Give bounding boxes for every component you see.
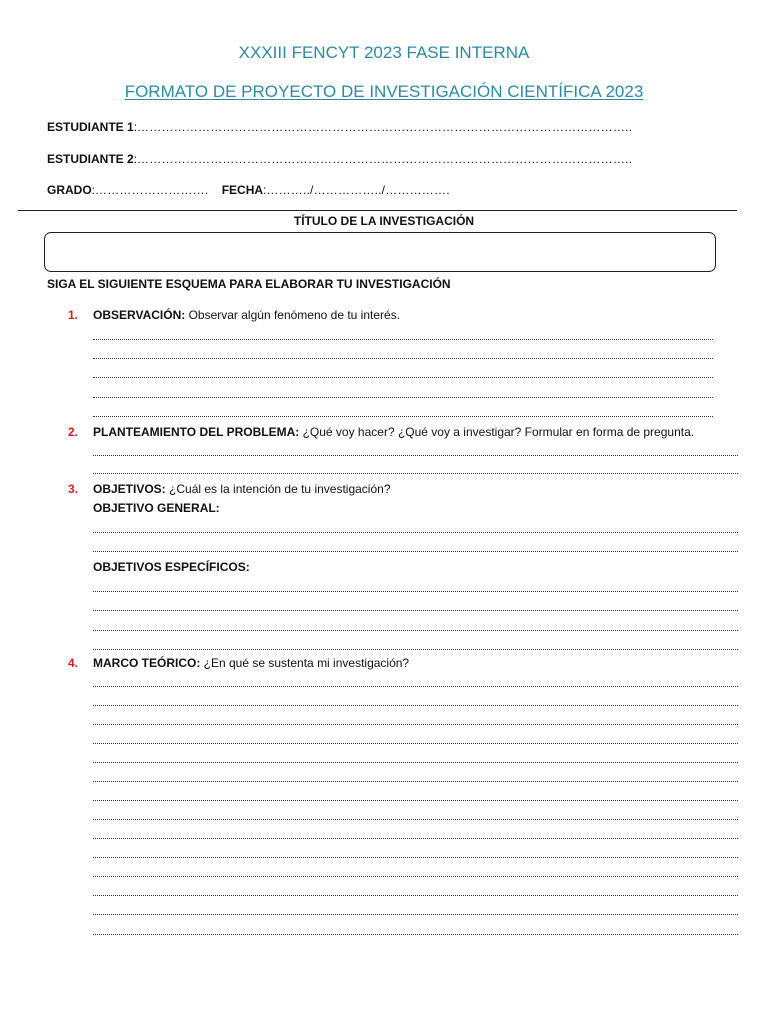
answer-line[interactable] [93,397,713,398]
answer-line[interactable] [93,934,738,935]
page-subtitle-text: FORMATO DE PROYECTO DE INVESTIGACIÓN CIENTÍFICA 2023 [124,82,644,101]
answer-line[interactable] [93,649,738,650]
divider [18,210,737,211]
answer-line[interactable] [93,610,738,611]
answer-line[interactable] [93,532,738,533]
date-colon: : [263,183,267,197]
answer-line[interactable] [93,743,738,744]
student1-label: ESTUDIANTE 1 [47,120,134,134]
section-number: 2. [68,425,79,439]
answer-line[interactable] [93,876,738,877]
page-subtitle [0,82,768,102]
section-prompt: ¿Cuál es la intención de tu investigación? [165,482,391,496]
answer-line[interactable] [93,591,738,592]
answer-line[interactable] [93,339,713,340]
general-objective-label: OBJETIVO GENERAL: [93,501,220,515]
page-title: XXXIII FENCYT 2023 FASE INTERNA [238,43,530,62]
answer-line[interactable] [93,800,738,801]
grade-field[interactable] [47,183,208,197]
answer-line[interactable] [93,762,738,763]
answer-line[interactable] [93,724,738,725]
grade-label: GRADO [47,183,92,197]
grade-dots: ………………………. [95,183,209,197]
section-label: MARCO TEÓRICO: [93,656,201,670]
answer-line[interactable] [93,630,738,631]
section-prompt: ¿Qué voy hacer? ¿Qué voy a investigar? Formular en forma de pregunta. [299,425,695,439]
grade-date-row [47,183,450,197]
date-field[interactable] [222,183,450,197]
research-title-label: TÍTULO DE LA INVESTIGACIÓN [293,214,475,228]
student2-label: ESTUDIANTE 2 [47,152,134,166]
answer-line[interactable] [93,781,738,782]
student1-dots: ………………………………………………………………………………………………………….. [137,120,633,134]
specific-objectives-label: OBJETIVOS ESPECÍFICOS: [93,560,250,574]
section-number: 4. [68,656,79,670]
answer-line[interactable] [93,914,738,915]
section-label: OBSERVACIÓN: [93,308,186,322]
student2-colon: : [133,152,138,166]
section-prompt: ¿En qué se sustenta mi investigación? [200,656,410,670]
section-objectives [68,482,391,496]
answer-line[interactable] [93,473,738,474]
answer-line[interactable] [93,838,738,839]
answer-line[interactable] [93,455,738,456]
grade-colon: : [91,183,96,197]
section-number: 3. [68,482,79,496]
section-observation [68,308,400,322]
answer-line[interactable] [93,895,738,896]
section-theory [68,656,409,670]
section-problem [68,425,694,439]
answer-line[interactable] [93,551,738,552]
research-title-box[interactable] [44,232,716,272]
student2-dots: ………………………………………………………………………………………………………….. [137,152,633,166]
date-label: FECHA [221,183,264,197]
answer-line[interactable] [93,416,713,417]
answer-line[interactable] [93,358,713,359]
student1-colon: : [133,120,138,134]
student1-field[interactable] [47,120,632,134]
section-label: OBJETIVOS: [93,482,166,496]
answer-line[interactable] [93,705,738,706]
answer-line[interactable] [93,377,713,378]
date-dots: ………../……………../……………. [266,183,450,197]
answer-line[interactable] [93,819,738,820]
answer-line[interactable] [93,857,738,858]
section-prompt: Observar algún fenómeno de tu interés. [185,308,401,322]
answer-line[interactable] [93,686,738,687]
section-number: 1. [68,308,79,322]
student2-field[interactable] [47,152,632,166]
instructions-heading: SIGA EL SIGUIENTE ESQUEMA PARA ELABORAR TU INVESTIGACIÓN [47,277,451,291]
section-label: PLANTEAMIENTO DEL PROBLEMA: [93,425,300,439]
